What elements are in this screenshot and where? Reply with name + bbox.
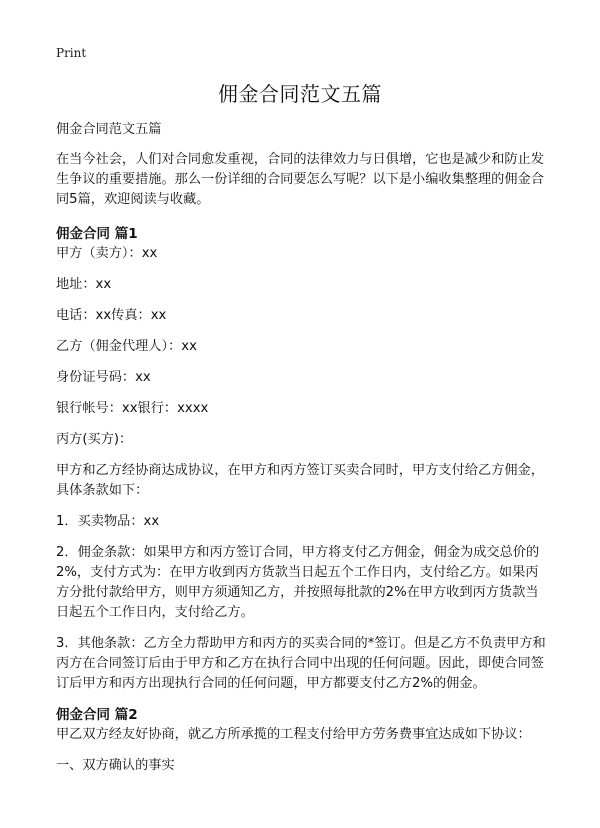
document-body bbox=[56, 120, 548, 787]
party-a-field: 甲方（卖方）：xx bbox=[56, 246, 158, 261]
agreement-paragraph: 甲方和乙方经协商达成协议，在甲方和丙方签订买卖合同时，甲方支付给乙方佣金，具体条款如下： bbox=[56, 463, 544, 498]
address-field: 地址：xx bbox=[56, 277, 112, 292]
bank-account-field: 银行帐号：xx银行：xxxx bbox=[56, 401, 209, 416]
section2-item-1: 一、双方确认的事实 bbox=[56, 758, 175, 773]
print-label: Print bbox=[56, 46, 87, 60]
document-subtitle: 佣金合同范文五篇 bbox=[56, 122, 162, 137]
id-number-field: 身份证号码：xx bbox=[56, 370, 151, 385]
phone-fax-field: 电话：xx传真：xx bbox=[56, 308, 167, 323]
document-title: 佣金合同范文五篇 bbox=[218, 82, 382, 106]
party-b-field: 乙方（佣金代理人）：xx bbox=[56, 339, 197, 354]
intro-paragraph: 在当今社会，人们对合同愈发重视，合同的法律效力与日俱增，它也是减少和防止发生争议的重要措施。那么一份详细的合同要怎么写呢？以下是小编收集整理的佣金合同5篇，欢迎阅读与收藏。 bbox=[56, 152, 544, 207]
clause-2: 2．佣金条款：如果甲方和丙方签订合同，甲方将支付乙方佣金，佣金为成交总价的2%，支付方式为：在甲方收到丙方货款当日起五个工作日内，支付给乙方。如果丙方分批付款给甲方，则甲方须通知乙方，并按照每批款的2%在甲方收到丙方货款当日起五个工作日内，支付给乙方。 bbox=[56, 545, 540, 620]
section2-intro: 甲乙双方经友好协商，就乙方所承揽的工程支付给甲方劳务费事宜达成如下协议： bbox=[56, 727, 531, 742]
section-heading-2: 佣金合同 篇2 bbox=[56, 707, 138, 723]
clause-1: 1．买卖物品：xx bbox=[56, 514, 160, 529]
party-c-field: 丙方(买方)： bbox=[56, 432, 133, 447]
clause-3: 3．其他条款：乙方全力帮助甲方和丙方的买卖合同的*签订。但是乙方不负责甲方和丙方在合同签订后由于甲方和乙方在执行合同中出现的任何问题。因此，即使合同签订后甲方和丙方出现执行合同的任何问题，甲方都要支付乙方2%的佣金。 bbox=[56, 636, 546, 691]
section-heading-1: 佣金合同 篇1 bbox=[56, 226, 138, 242]
